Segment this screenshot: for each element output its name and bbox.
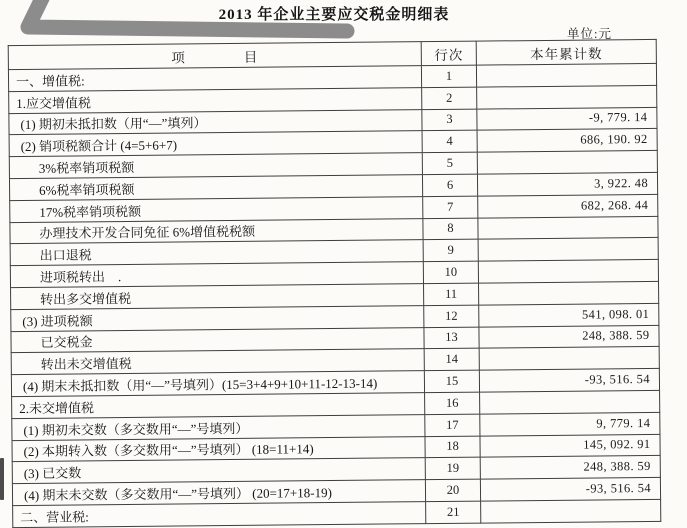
amount-cell: 9, 779. 14 [480, 412, 660, 436]
amount-cell: 145, 092. 91 [480, 434, 660, 458]
row-number-cell: 21 [426, 501, 481, 523]
row-number-cell: 6 [422, 174, 477, 196]
item-label: (2) 本期转入数（多交数用“—”号填列） (18=11+14) [23, 441, 314, 460]
row-number-cell: 16 [425, 392, 480, 414]
amount-cell [477, 151, 657, 175]
row-number-cell: 3 [422, 109, 477, 131]
item-label: 转出多交增值税 [40, 290, 132, 307]
row-number-cell: 1 [421, 65, 476, 87]
unit-label: 单位:元 [567, 27, 612, 41]
row-number-cell: 7 [423, 196, 478, 218]
item-label: 转出未交增值税 [40, 356, 132, 373]
item-label: 二、营业税: [20, 509, 89, 525]
row-number-cell: 19 [425, 457, 480, 479]
amount-cell [480, 390, 660, 414]
row-number-cell: 8 [423, 218, 478, 240]
amount-cell [478, 260, 658, 284]
row-number-cell: 2 [422, 87, 477, 109]
amount-cell: -93, 516. 54 [480, 478, 660, 502]
scan-edge-artifact [0, 458, 4, 500]
item-label: 6%税率销项税额 [39, 181, 135, 198]
amount-cell: -93, 516. 54 [479, 369, 659, 393]
amount-cell: -9, 779. 14 [477, 107, 657, 131]
item-label: (4) 期末未交数（多交数用“—”号填列） (20=17+18-19) [23, 485, 332, 504]
item-label: (2) 销项税额合计 (4=5+6+7) [20, 137, 178, 155]
amount-cell [478, 238, 658, 262]
amount-cell: 686, 190. 92 [477, 129, 657, 153]
item-cell [13, 502, 426, 528]
col-header-item: 项 目 [8, 42, 421, 70]
amount-cell [477, 85, 657, 109]
item-label: 已交税金 [40, 334, 93, 351]
row-number-cell: 17 [425, 414, 480, 436]
item-label: 进项税转出 . [39, 269, 122, 285]
row-number-cell: 5 [422, 152, 477, 174]
amount-cell: 248, 388. 59 [479, 325, 659, 349]
amount-cell: 248, 388. 59 [480, 456, 660, 480]
item-label: 办理技术开发合同免征 6%增值税税额 [39, 224, 256, 242]
row-number-cell: 15 [424, 370, 479, 392]
row-number-cell: 9 [423, 239, 478, 261]
item-label: (1) 期初未交数（多交数用“—”号填列） [23, 420, 249, 438]
item-label: 3%税率销项税额 [38, 159, 135, 176]
row-number-cell: 10 [423, 261, 478, 283]
amount-cell: 3, 922. 48 [477, 172, 657, 196]
table-grid [8, 39, 662, 528]
amount-cell [476, 63, 656, 87]
item-label: 出口退税 [39, 247, 92, 264]
item-label: 2.未交增值税 [19, 400, 95, 416]
tax-detail-table [8, 39, 661, 528]
amount-cell: 541, 098. 01 [479, 303, 659, 327]
row-number-cell: 11 [424, 283, 479, 305]
amount-cell: 682, 268. 44 [478, 194, 658, 218]
row-number-cell: 18 [425, 436, 480, 458]
item-label: (3) 进项税额 [22, 312, 93, 329]
row-number-cell: 12 [424, 305, 479, 327]
item-label: (1) 期初未抵扣数（用“—”填列） [20, 115, 207, 133]
row-number-cell: 14 [424, 348, 479, 370]
amount-cell [479, 347, 659, 371]
item-label: (3) 已交数 [23, 465, 82, 482]
item-label: (4) 期末未抵扣数（用“—”号填列）(15=3+4+9+10+11-12-13-14) [22, 375, 378, 395]
amount-cell [478, 216, 658, 240]
item-label: 1.应交增值税 [16, 95, 92, 111]
row-number-cell: 4 [422, 131, 477, 153]
row-number-cell: 13 [424, 327, 479, 349]
amount-cell [479, 281, 659, 305]
amount-cell [481, 499, 661, 523]
col-header-row-no: 行次 [421, 41, 476, 66]
page-title: 2013 年企业主要应交税金明细表 [218, 7, 450, 23]
item-label: 17%税率销项税额 [39, 203, 142, 220]
row-number-cell: 20 [425, 479, 480, 501]
item-label: 一、增值税: [15, 73, 85, 89]
col-header-amount: 本年累计数 [476, 39, 656, 65]
